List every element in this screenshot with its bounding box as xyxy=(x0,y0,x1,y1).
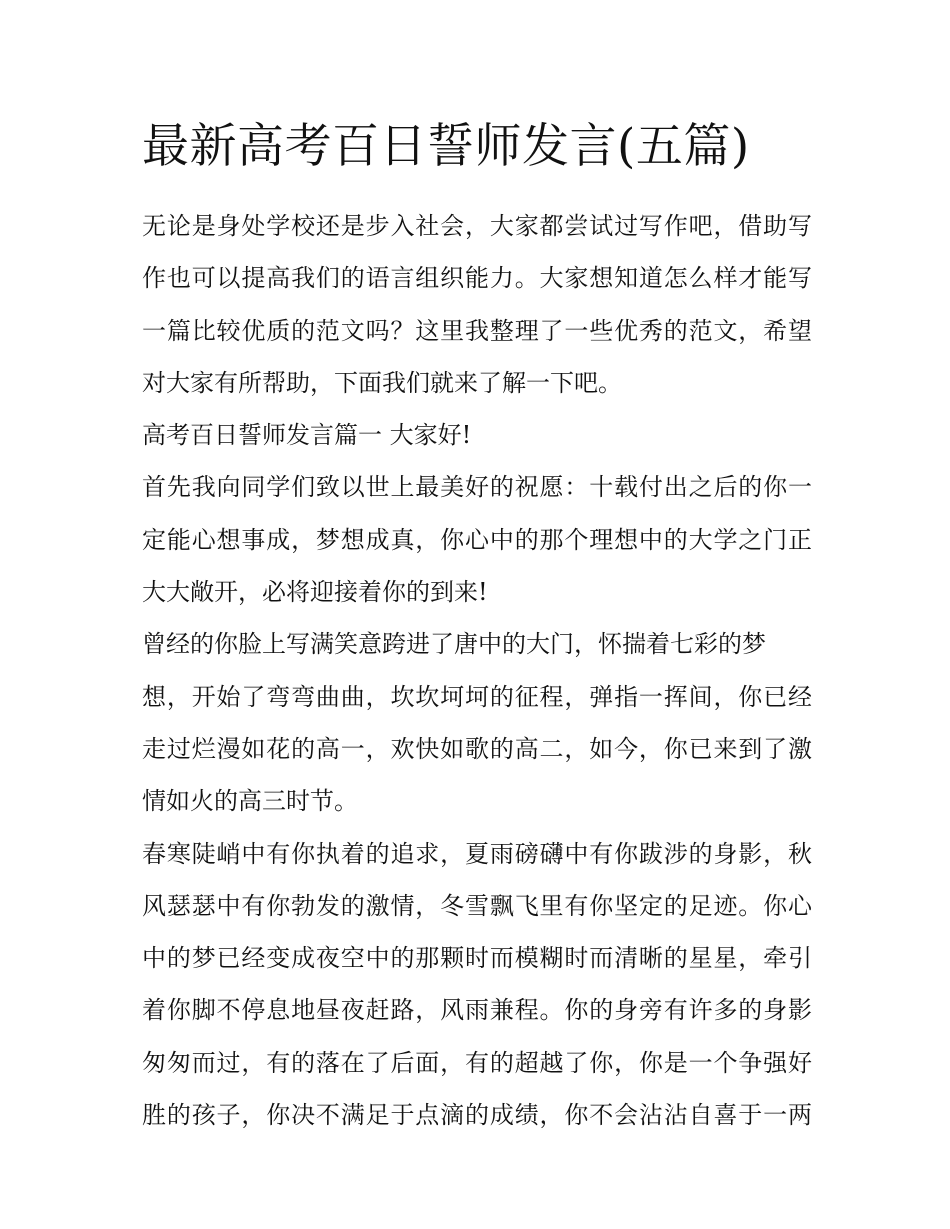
document-title: 最新高考百日誓师发言(五篇) xyxy=(142,119,750,174)
text-line: 首先我向同学们致以世上最美好的祝愿：十载付出之后的你一 xyxy=(142,473,812,502)
text-line: 一篇比较优质的范文吗？这里我整理了一些优秀的范文，希望 xyxy=(142,316,812,345)
text-lines xyxy=(142,200,812,1141)
text-line: 着你脚不停息地昼夜赶路，风雨兼程。你的身旁有许多的身影 xyxy=(142,996,812,1025)
text-line: 春寒陡峭中有你执着的追求，夏雨磅礴中有你跋涉的身影，秋 xyxy=(142,839,812,868)
text-line: 中的梦已经变成夜空中的那颗时而模糊时而清晰的星星，牵引 xyxy=(142,944,812,973)
text-line: 作也可以提高我们的语言组织能力。大家想知道怎么样才能写 xyxy=(142,264,812,293)
text-line: 走过烂漫如花的高一，欢快如歌的高二，如今，你已来到了激 xyxy=(142,734,812,763)
document-body xyxy=(142,112,812,1141)
text-line: 胜的孩子，你决不满足于点滴的成绩，你不会沾沾自喜于一两 xyxy=(142,1101,812,1130)
text-line: 情如火的高三时节。 xyxy=(142,787,358,816)
text-line: 无论是身处学校还是步入社会，大家都尝试过写作吧，借助写 xyxy=(142,212,812,240)
text-line: 大大敞开，必将迎接着你的到来! xyxy=(142,578,488,607)
text-line: 匆匆而过，有的落在了后面，有的超越了你，你是一个争强好 xyxy=(142,1048,812,1077)
text-line: 定能心想事成，梦想成真，你心中的那个理想中的大学之门正 xyxy=(142,525,812,554)
text-line: 曾经的你脸上写满笑意跨进了唐中的大门，怀揣着七彩的梦 xyxy=(142,630,766,659)
text-line: 对大家有所帮助，下面我们就来了解一下吧。 xyxy=(142,368,622,397)
text-line: 想，开始了弯弯曲曲，坎坎坷坷的征程，弹指一挥间，你已经 xyxy=(142,682,812,711)
text-line: 风瑟瑟中有你勃发的激情，冬雪飘飞里有你坚定的足迹。你心 xyxy=(142,891,812,920)
section-heading: 高考百日誓师发言篇一 大家好! xyxy=(142,421,472,450)
